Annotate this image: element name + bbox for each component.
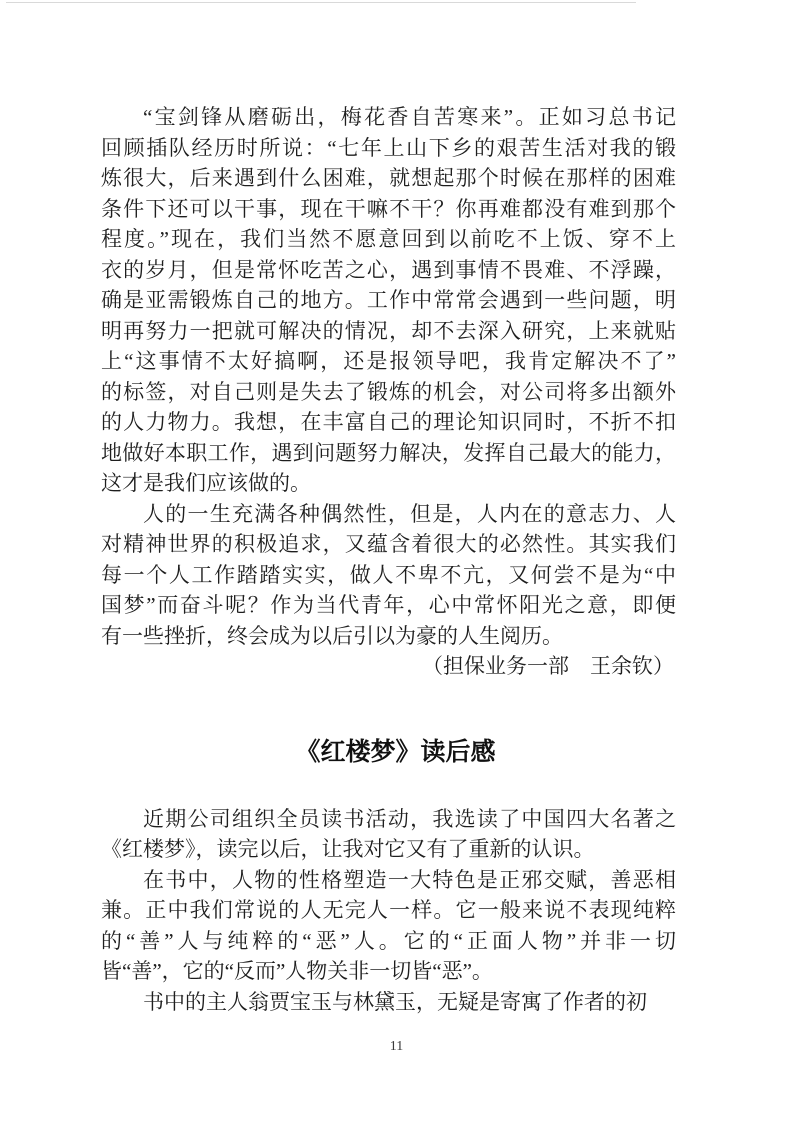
text-line: 回顾插队经历时所说：“七年上山下乡的艰苦生活对我的锻 [101,135,676,160]
text-line: 在书中，人物的性格塑造一大特色是正邪交赋，善恶相 [143,867,676,892]
paragraph [101,102,676,499]
text-line: 近期公司组织全员读书活动，我选读了中国四大名著之 [143,806,676,831]
text-line: 的“善”人与纯粹的“恶”人。它的“正面人物”并非一切 [101,928,676,953]
text-line: 皆“善”，它的“反而”人物关非一切皆“恶”。 [101,959,493,983]
text-line: 每一个人工作踏踏实实，做人不卑不亢，又何尝不是为“中 [101,562,676,587]
text-line: 书中的主人翁贾宝玉与林黛玉，无疑是寄寓了作者的初 [143,989,647,1014]
paragraph [101,987,676,1018]
essay-title: 《红楼梦》读后感 [295,737,496,766]
text-line: 人的一生充满各种偶然性，但是，人内在的意志力、人 [143,501,676,526]
text-line: 条件下还可以干事，现在干嘛不干？你再难都没有难到那个 [101,196,676,221]
essay-conclusion-section [101,102,676,682]
paragraph [101,865,676,987]
text-line: 这才是我们应该做的。 [101,471,311,495]
scan-edge-line [6,2,636,3]
text-line: 《红楼梦》，读完以后，让我对它又有了重新的认识。 [101,837,595,861]
text-line: 上“这事情不太好搞啊，还是报领导吧，我肯定解决不了” [101,349,676,373]
text-line: 炼很大，后来遇到什么困难，就想起那个时候在那样的困难 [101,166,676,190]
author-signature: （担保业务一部 王余钦） [422,654,674,678]
text-line: 明再努力一把就可解决的情况，却不去深入研究，上来就贴 [101,318,676,343]
text-line: 国梦”而奋斗呢？作为当代青年，心中常怀阳光之意，即便 [101,593,676,617]
page-number: 11 [389,1039,404,1054]
text-line: 对精神世界的积极追求，又蕴含着很大的必然性。其实我们 [101,532,676,556]
text-line: 地做好本职工作，遇到问题努力解决，发挥自己最大的能力， [101,440,676,465]
text-line: 的标签，对自己则是失去了锻炼的机会，对公司将多出额外 [101,379,676,404]
text-line: 有一些挫折，终会成为以后引以为豪的人生阅历。 [101,623,563,648]
text-line: 程度。”现在，我们当然不愿意回到以前吃不上饭、穿不上 [101,227,676,251]
text-line: “宝剑锋从磨砺出，梅花香自苦寒来”。正如习总书记 [143,105,676,129]
text-line: 确是亚需锻炼自己的地方。工作中常常会遇到一些问题，明 [101,288,676,312]
essay-hongloumeng-section [101,734,676,1018]
paragraph [101,804,676,865]
text-line: 衣的岁月，但是常怀吃苦之心，遇到事情不畏难、不浮躁， [101,257,676,282]
page-content [101,102,676,1017]
text-line: 兼。正中我们常说的人无完人一样。它一般来说不表现纯粹 [101,898,676,922]
paragraph [101,499,676,652]
text-line: 的人力物力。我想，在丰富自己的理论知识同时，不折不扣 [101,410,676,434]
